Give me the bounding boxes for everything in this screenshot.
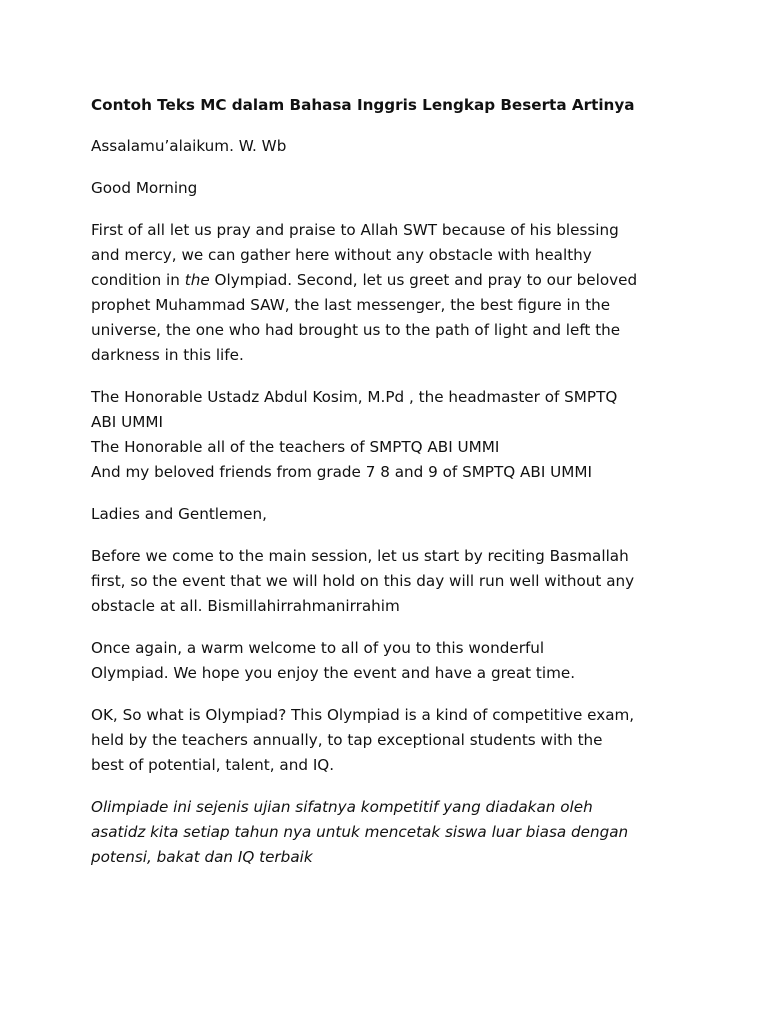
text-line: Before we come to the main session, let us start by reciting Basmallah — [91, 547, 629, 565]
text-line — [91, 268, 721, 293]
text-line: universe, the one who had brought us to the path of light and left the — [91, 321, 621, 339]
text-segment: condition in — [91, 271, 185, 289]
italic-word: the — [184, 271, 210, 289]
ladies-gentlemen-paragraph: Ladies and Gentlemen, — [91, 505, 267, 523]
text-line: ABI UMMI — [91, 413, 163, 431]
text-line: OK, So what is Olympiad? This Olympiad is a kind of competitive exam, — [91, 706, 635, 724]
text-line: And my beloved friends from grade 7 8 and 9 of SMPTQ ABI UMMI — [91, 463, 592, 481]
text-line: held by the teachers annually, to tap exceptional students with the — [91, 731, 603, 749]
text-line: asatidz kita setiap tahun nya untuk mencetak siswa luar biasa dengan — [91, 823, 629, 841]
basmallah-paragraph — [91, 544, 721, 619]
text-line: darkness in this life. — [91, 346, 244, 364]
text-line: Olimpiade ini sejenis ujian sifatnya kompetitif yang diadakan oleh — [91, 798, 593, 816]
olympiad-definition-paragraph — [91, 703, 721, 778]
text-line: The Honorable Ustadz Abdul Kosim, M.Pd , the headmaster of SMPTQ — [91, 388, 618, 406]
text-line: Olympiad. We hope you enjoy the event and have a great time. — [91, 664, 576, 682]
text-line: obstacle at all. Bismillahirrahmanirrahim — [91, 597, 400, 615]
text-line: The Honorable all of the teachers of SMPTQ ABI UMMI — [91, 438, 500, 456]
document-title: Contoh Teks MC dalam Bahasa Inggris Lengkap Beserta Artinya — [91, 96, 635, 114]
indonesian-translation-paragraph — [91, 795, 721, 870]
document-page — [91, 93, 721, 887]
greeting-paragraph: Assalamu’alaikum. W. Wb — [91, 137, 287, 155]
honorables-paragraph — [91, 385, 721, 485]
text-line: and mercy, we can gather here without any obstacle with healthy — [91, 246, 592, 264]
text-line: best of potential, talent, and IQ. — [91, 756, 335, 774]
text-line: first, so the event that we will hold on this day will run well without any — [91, 572, 635, 590]
good-morning-paragraph: Good Morning — [91, 179, 198, 197]
text-line: First of all let us pray and praise to Allah SWT because of his blessing — [91, 221, 619, 239]
text-line: Once again, a warm welcome to all of you to this wonderful — [91, 639, 545, 657]
text-line: potensi, bakat dan IQ terbaik — [91, 848, 313, 866]
text-segment: Olympiad. Second, let us greet and pray to our beloved — [209, 271, 638, 289]
text-line: prophet Muhammad SAW, the last messenger, the best figure in the — [91, 296, 611, 314]
welcome-paragraph — [91, 636, 721, 686]
opening-prayer-paragraph — [91, 218, 721, 368]
